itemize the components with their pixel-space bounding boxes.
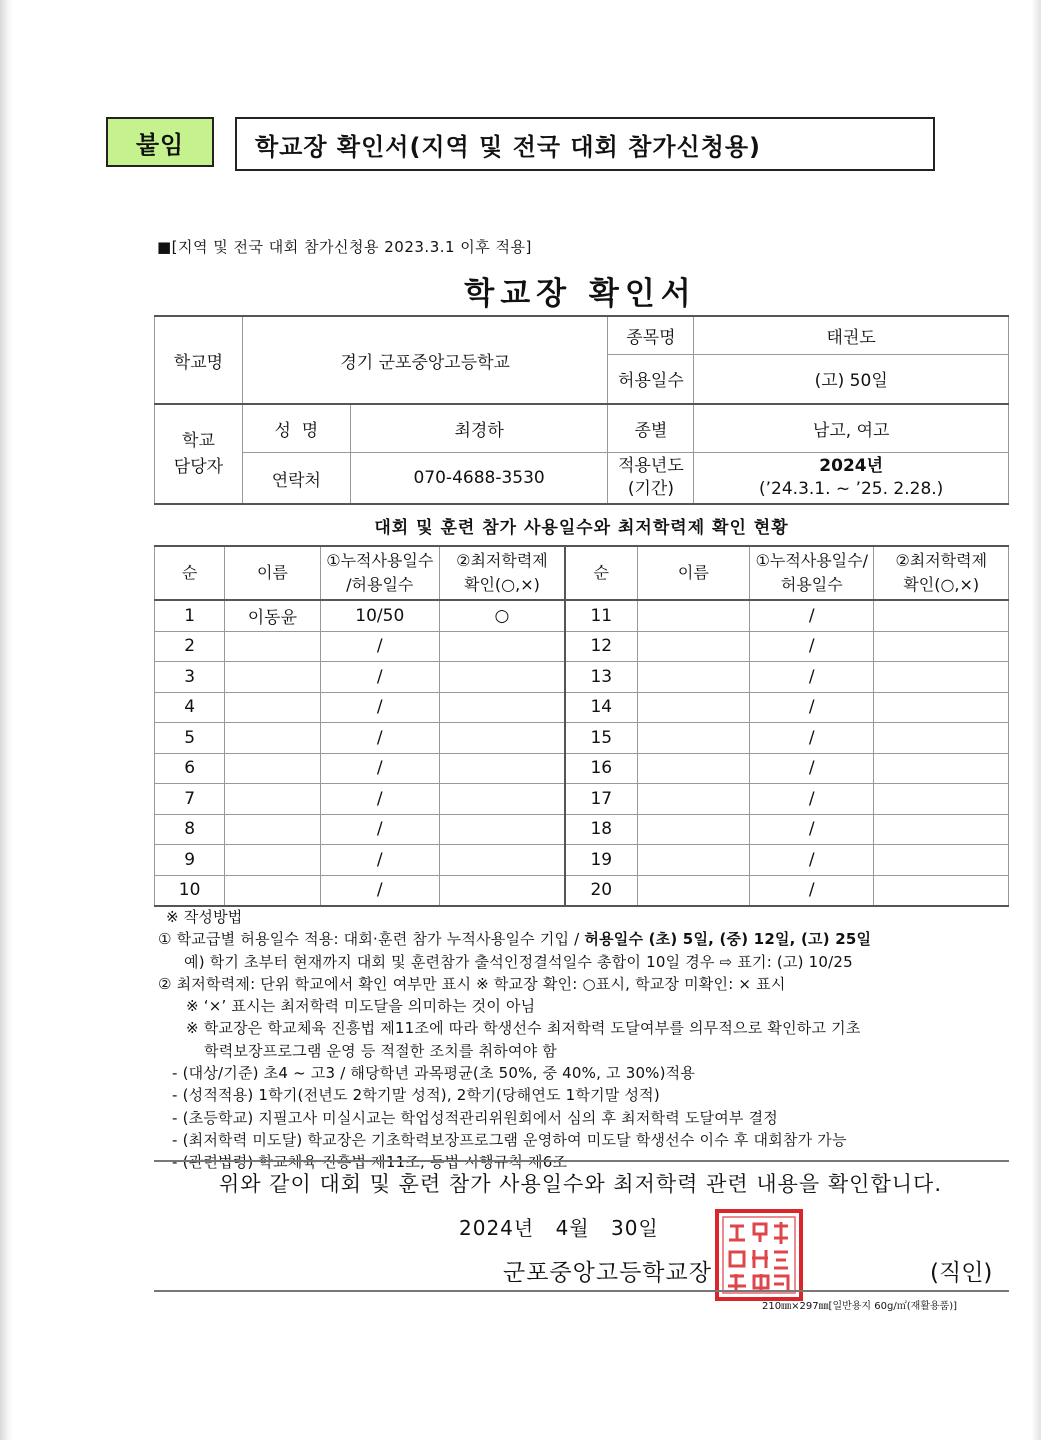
usage-days: / (320, 784, 439, 815)
event-label: 종목명 (608, 316, 694, 354)
instructions-title: ※ 작성방법 (166, 908, 243, 926)
row-number: 16 (565, 753, 637, 784)
table-row (155, 753, 1009, 784)
page-left-edge (0, 0, 14, 1440)
records-heading: 대회 및 훈련 참가 사용일수와 최저학력제 확인 현황 (154, 503, 1009, 545)
academic-check (874, 845, 1009, 876)
academic-check (874, 784, 1009, 815)
student-name (637, 692, 749, 723)
allowed-days-value: (고) 50일 (694, 354, 1009, 404)
usage-days: / (320, 814, 439, 845)
col-check: ②최저학력제 확인(○,×) (439, 546, 564, 600)
instruction-dash-1: - (대상/기준) 초4 ~ 고3 / 해당학년 과목평균(초 50%, 중 40%, 고 30%)적용 (172, 1064, 696, 1083)
event-value: 태권도 (694, 316, 1009, 354)
usage-days: / (320, 845, 439, 876)
academic-check (874, 814, 1009, 845)
table-row (155, 692, 1009, 723)
academic-check (874, 692, 1009, 723)
table-row (155, 662, 1009, 693)
academic-check (439, 814, 564, 845)
usage-days: 10/50 (320, 600, 439, 631)
academic-check (439, 662, 564, 693)
confirmation-text: 위와 같이 대회 및 훈련 참가 사용일수와 최저학력 관련 내용을 확인합니다. (218, 1172, 942, 1196)
usage-days: / (750, 845, 874, 876)
row-number: 1 (155, 600, 225, 631)
form-title: 학교장 확인서(지역 및 전국 대회 참가신청용) (235, 117, 935, 171)
student-name (225, 753, 320, 784)
instruction-note-2: ※ 학교장은 학교체육 진흥법 제11조에 따라 학생선수 최저학력 도달여부를 의무적으로 확인하고 기초 (186, 1019, 861, 1038)
year-label: 적용년도 (기간) (608, 452, 694, 504)
name-label: 성 명 (242, 404, 350, 452)
row-number: 8 (155, 814, 225, 845)
row-number: 14 (565, 692, 637, 723)
principal-signature: 군포중앙고등학교장 (503, 1260, 712, 1286)
row-number: 17 (565, 784, 637, 815)
usage-days: / (320, 753, 439, 784)
row-number: 2 (155, 631, 225, 662)
school-info-table (154, 315, 1009, 505)
instructions-divider (154, 1160, 1009, 1162)
year-value: 2024년 (’24.3.1. ~ ’25. 2.28.) (694, 452, 1009, 504)
row-number: 15 (565, 723, 637, 754)
row-number: 10 (155, 875, 225, 906)
academic-check (874, 875, 1009, 906)
usage-days: / (750, 692, 874, 723)
student-name (225, 875, 320, 906)
academic-check (439, 631, 564, 662)
col-no: 순 (155, 546, 225, 600)
contact-label: 연락처 (242, 452, 350, 504)
student-name (637, 753, 749, 784)
usage-days: / (750, 875, 874, 906)
usage-days: / (320, 631, 439, 662)
student-name (225, 723, 320, 754)
row-number: 6 (155, 753, 225, 784)
student-name (225, 692, 320, 723)
row-number: 5 (155, 723, 225, 754)
student-name (637, 845, 749, 876)
usage-days: / (750, 662, 874, 693)
student-name (637, 784, 749, 815)
instruction-item-1: ① 학교급별 허용일수 적용: 대회·훈련 참가 누적사용일수 기입 / 허용일수 (초) 5일, (중) 12일, (고) 25일 (158, 930, 872, 949)
usage-days: / (750, 753, 874, 784)
academic-check (439, 784, 564, 815)
usage-days: / (320, 662, 439, 693)
attachment-label: 붙임 (106, 117, 214, 167)
row-number: 12 (565, 631, 637, 662)
academic-check (439, 845, 564, 876)
student-name (225, 631, 320, 662)
col-name: 이름 (225, 546, 320, 600)
student-name (225, 845, 320, 876)
instruction-note-1: ※ ‘×’ 표시는 최저학력 미도달을 의미하는 것이 아님 (186, 997, 536, 1016)
type-label: 종별 (608, 404, 694, 452)
col-name-right: 이름 (637, 546, 749, 600)
name-value: 최경하 (350, 404, 608, 452)
staff-label: 학교 담당자 (155, 404, 243, 504)
col-usage-right: ①누적사용일수/ 허용일수 (750, 546, 874, 600)
table-row (155, 723, 1009, 754)
student-name (637, 631, 749, 662)
paper-spec: 210㎜×297㎜[일반용지 60g/㎡(재활용품)] (762, 1301, 958, 1312)
contact-value: 070-4688-3530 (350, 452, 608, 504)
instruction-item-2: ② 최저학력제: 단위 학교에서 확인 여부만 표시 ※ 학교장 확인: ○표시, 학교장 미확인: × 표시 (158, 974, 786, 993)
usage-days: / (320, 723, 439, 754)
page-right-edge (1031, 0, 1041, 1440)
table-row (155, 814, 1009, 845)
row-number: 20 (565, 875, 637, 906)
academic-check (874, 662, 1009, 693)
student-name (637, 814, 749, 845)
academic-check (439, 753, 564, 784)
usage-days: / (750, 600, 874, 631)
usage-days: / (750, 723, 874, 754)
instruction-dash-2: - (성적적용) 1학기(전년도 2학기말 성적), 2학기(당해연도 1학기말 성적) (172, 1086, 660, 1105)
instruction-note-2-cont: 학력보장프로그램 운영 등 적절한 조치를 취하여야 함 (204, 1041, 557, 1060)
instruction-dash-3: - (초등학교) 지필고사 미실시교는 학업성적관리위원회에서 심의 후 최저학력 도달여부 결정 (172, 1108, 778, 1127)
usage-days: / (750, 631, 874, 662)
table-row (155, 875, 1009, 906)
student-name (225, 784, 320, 815)
school-value: 경기 군포중앙고등학교 (242, 316, 608, 404)
col-check-right: ②최저학력제 확인(○,×) (874, 546, 1009, 600)
academic-check (439, 692, 564, 723)
academic-check: ○ (439, 600, 564, 631)
instruction-dash-4: - (최저학력 미도달) 학교장은 기초학력보장프로그램 운영하여 미도달 학생선수 이수 후 대회참가 가능 (172, 1130, 847, 1149)
signature-divider (154, 1290, 1009, 1292)
form-note: ■[지역 및 전국 대회 참가신청용 2023.3.1 이후 적용] (157, 238, 532, 256)
type-value: 남고, 여고 (694, 404, 1009, 452)
usage-days: / (750, 784, 874, 815)
usage-days: / (750, 814, 874, 845)
usage-days: / (320, 692, 439, 723)
row-number: 9 (155, 845, 225, 876)
col-usage: ①누적사용일수 /허용일수 (320, 546, 439, 600)
table-row (155, 845, 1009, 876)
col-no-right: 순 (565, 546, 637, 600)
row-number: 11 (565, 600, 637, 631)
student-name (637, 662, 749, 693)
row-number: 13 (565, 662, 637, 693)
academic-check (439, 723, 564, 754)
allowed-days-label: 허용일수 (608, 354, 694, 404)
table-row (155, 631, 1009, 662)
row-number: 4 (155, 692, 225, 723)
table-row (155, 784, 1009, 815)
table-row (155, 600, 1009, 631)
usage-days: / (320, 875, 439, 906)
school-label: 학교명 (155, 316, 243, 404)
academic-check (874, 600, 1009, 631)
issue-date: 2024년 4월 30일 (459, 1216, 659, 1240)
instruction-example: 예) 학기 초부터 현재까지 대회 및 훈련참가 출석인정결석일수 총합이 10일 경우 ⇨ 표기: (고) 10/25 (184, 952, 853, 971)
official-seal-stamp (714, 1208, 804, 1302)
student-name (637, 723, 749, 754)
row-number: 18 (565, 814, 637, 845)
student-name (225, 662, 320, 693)
row-number: 3 (155, 662, 225, 693)
seal-label: (직인) (930, 1260, 993, 1286)
academic-check (874, 753, 1009, 784)
student-name (637, 875, 749, 906)
row-number: 7 (155, 784, 225, 815)
instructions (158, 906, 1018, 1174)
academic-check (874, 631, 1009, 662)
student-name (637, 600, 749, 631)
academic-check (874, 723, 1009, 754)
instruction-dash-5: - (관련법령) 학교체육 진흥법 제11조, 동법 시행규칙 제6조 (172, 1153, 568, 1172)
records-table (154, 545, 1009, 907)
student-name: 이동윤 (225, 600, 320, 631)
student-name (225, 814, 320, 845)
row-number: 19 (565, 845, 637, 876)
document-title: 학교장 확인서 (464, 276, 697, 312)
academic-check (439, 875, 564, 906)
